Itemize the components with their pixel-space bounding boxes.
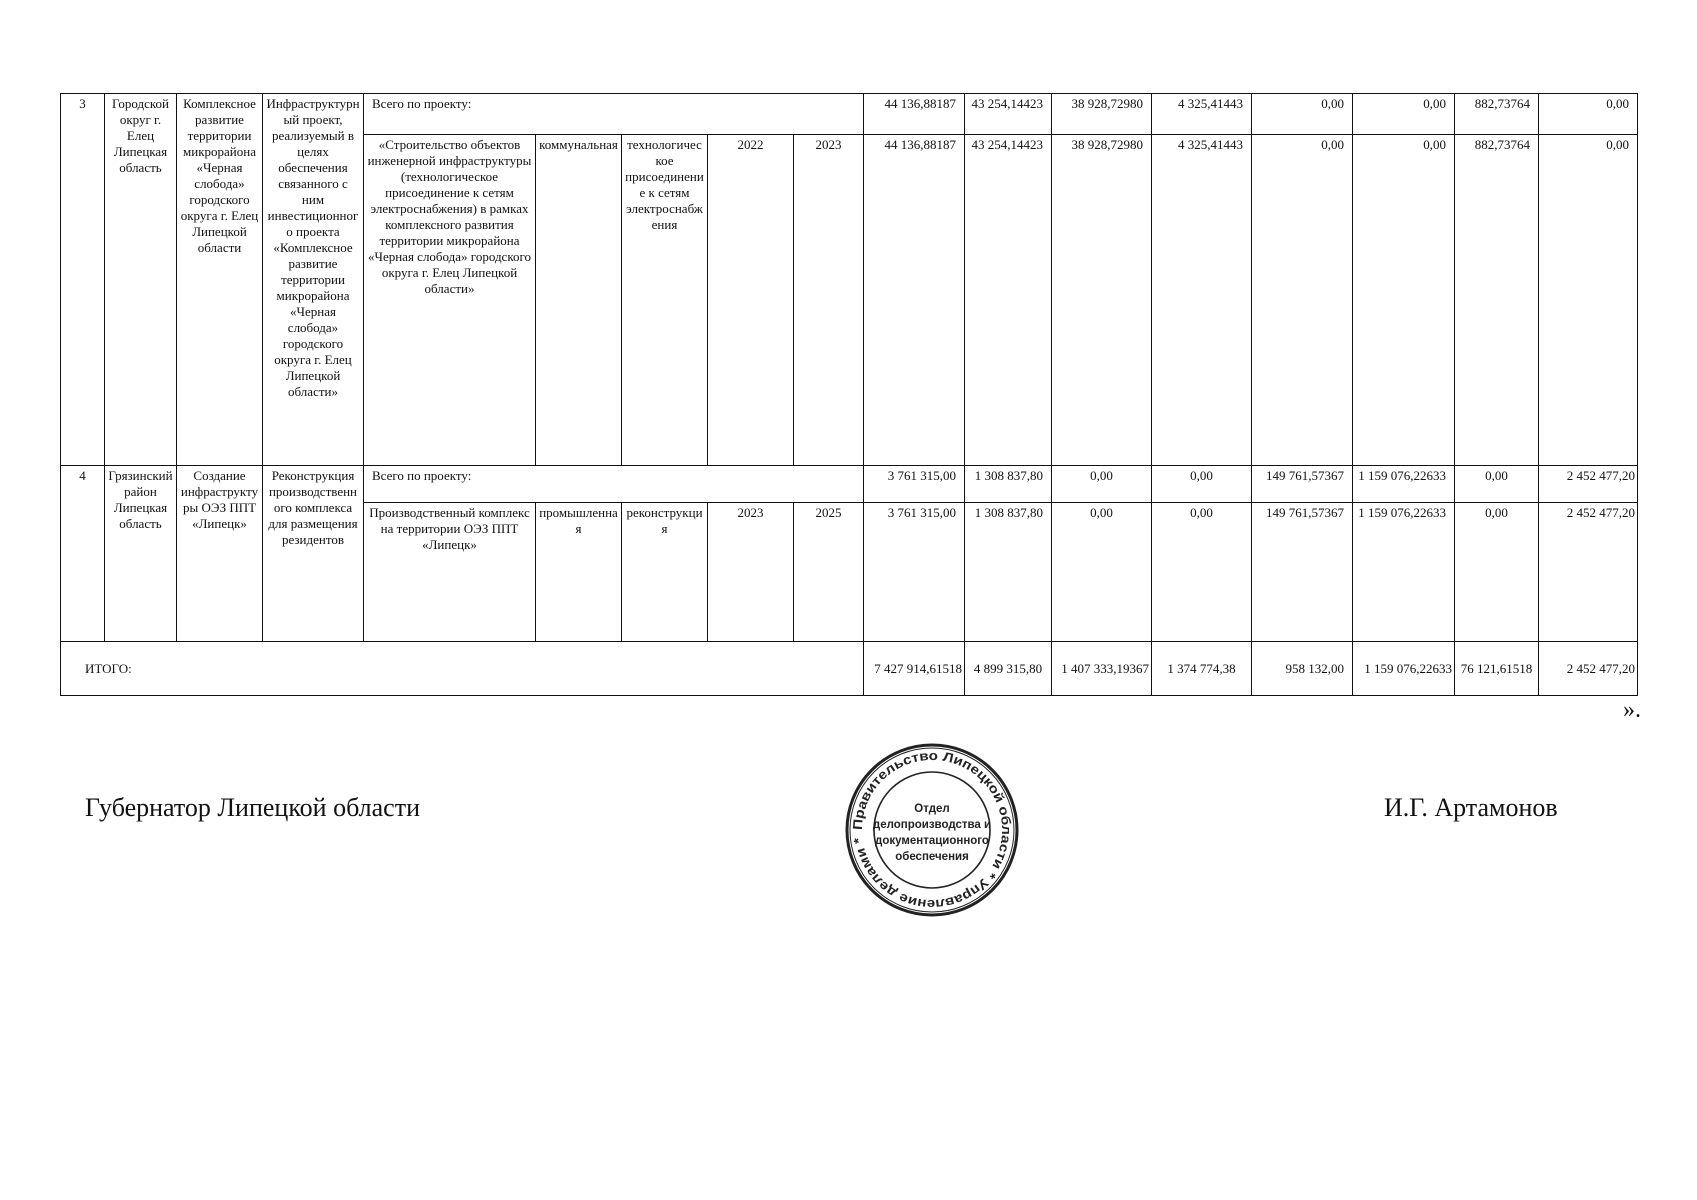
value-cell: 38 928,72980	[1052, 94, 1152, 135]
project-type-cell: Реконструкция производственного комплекса для размещения резидентов	[263, 466, 364, 642]
value-cell: 4 325,41443	[1152, 135, 1252, 466]
seal-center-line: делопроизводства и	[872, 819, 992, 831]
value-cell: 1 374 774,38	[1152, 642, 1252, 696]
value-cell: 882,73764	[1455, 94, 1539, 135]
project-total-label: Всего по проекту:	[364, 94, 864, 135]
value-cell: 44 136,88187	[864, 94, 965, 135]
seal-center-line: документационного	[875, 835, 989, 847]
value-cell: 0,00	[1052, 466, 1152, 503]
signatory-title: Губернатор Липецкой области	[85, 793, 420, 822]
row-number: 4	[61, 466, 105, 642]
value-cell: 0,00	[1052, 503, 1152, 642]
value-cell: 149 761,57367	[1252, 503, 1353, 642]
value-cell: 0,00	[1252, 94, 1353, 135]
seal-center-line: Отдел	[914, 803, 950, 815]
value-cell: 38 928,72980	[1052, 135, 1152, 466]
financing-table	[60, 93, 1638, 696]
value-cell: 0,00	[1353, 135, 1455, 466]
value-cell: 1 159 076,22633	[1353, 642, 1455, 696]
program-cell: Создание инфраструктуры ОЭЗ ППТ «Липецк»	[177, 466, 263, 642]
project-type-cell: Инфраструктурный проект, реализуемый в целях обеспечения связанного с ним инвестиционного проекта «Комплексное развитие территории микрорайона «Черная слобода» городского округа г. Елец Липецкой области»	[263, 94, 364, 466]
value-cell: 3 761 315,00	[864, 503, 965, 642]
grand-total-label: ИТОГО:	[61, 642, 864, 696]
value-cell: 0,00	[1539, 135, 1638, 466]
value-cell: 76 121,61518	[1455, 642, 1539, 696]
work-type-cell: технологическое присоединение к сетям электроснабжения	[622, 135, 708, 466]
object-cell: Производственный комплекс на территории ОЭЗ ППТ «Липецк»	[364, 503, 536, 642]
official-seal	[844, 742, 1020, 918]
table-row	[61, 94, 1638, 135]
value-cell: 1 407 333,19367	[1052, 642, 1152, 696]
value-cell: 958 132,00	[1252, 642, 1353, 696]
work-type-cell: реконструкция	[622, 503, 708, 642]
signatory-name: И.Г. Артамонов	[1384, 793, 1558, 822]
value-cell: 43 254,14423	[965, 94, 1052, 135]
seal-ring-text: Правительство Липецкой области * Управление делами *	[849, 747, 1015, 913]
value-cell: 149 761,57367	[1252, 466, 1353, 503]
start-year-cell: 2022	[708, 135, 794, 466]
value-cell: 0,00	[1152, 503, 1252, 642]
table-row	[61, 466, 1638, 503]
value-cell: 4 899 315,80	[965, 642, 1052, 696]
grand-total-row	[61, 642, 1638, 696]
value-cell: 1 308 837,80	[965, 466, 1052, 503]
value-cell: 0,00	[1152, 466, 1252, 503]
value-cell: 1 308 837,80	[965, 503, 1052, 642]
value-cell: 2 452 477,20	[1539, 466, 1638, 503]
end-year-cell: 2023	[794, 135, 864, 466]
seal-center-line: обеспечения	[895, 851, 969, 863]
value-cell: 0,00	[1455, 466, 1539, 503]
value-cell: 3 761 315,00	[864, 466, 965, 503]
seal-center-text	[873, 803, 991, 863]
value-cell: 882,73764	[1455, 135, 1539, 466]
value-cell: 44 136,88187	[864, 135, 965, 466]
value-cell: 43 254,14423	[965, 135, 1052, 466]
value-cell: 2 452 477,20	[1539, 642, 1638, 696]
value-cell: 0,00	[1353, 94, 1455, 135]
project-total-label: Всего по проекту:	[364, 466, 864, 503]
end-year-cell: 2025	[794, 503, 864, 642]
value-cell: 7 427 914,61518	[864, 642, 965, 696]
object-cell: «Строительство объектов инженерной инфраструктуры (технологическое присоединение к сетям электроснабжения) в рамках комплексного развития территории микрорайона «Черная слобода» городского округа г. Елец Липецкой области»	[364, 135, 536, 466]
value-cell: 4 325,41443	[1152, 94, 1252, 135]
row-number: 3	[61, 94, 105, 466]
value-cell: 0,00	[1252, 135, 1353, 466]
municipality-cell: Грязинский район Липецкая область	[105, 466, 177, 642]
value-cell: 2 452 477,20	[1539, 503, 1638, 642]
value-cell: 0,00	[1455, 503, 1539, 642]
closing-quote: ».	[1623, 697, 1641, 723]
start-year-cell: 2023	[708, 503, 794, 642]
value-cell: 1 159 076,22633	[1353, 466, 1455, 503]
sector-cell: коммунальная	[536, 135, 622, 466]
value-cell: 1 159 076,22633	[1353, 503, 1455, 642]
program-cell: Комплексное развитие территории микрорайона «Черная слобода» городского округа г. Елец Липецкой области	[177, 94, 263, 466]
value-cell: 0,00	[1539, 94, 1638, 135]
municipality-cell: Городской округ г. Елец Липецкая область	[105, 94, 177, 466]
sector-cell: промышленная	[536, 503, 622, 642]
